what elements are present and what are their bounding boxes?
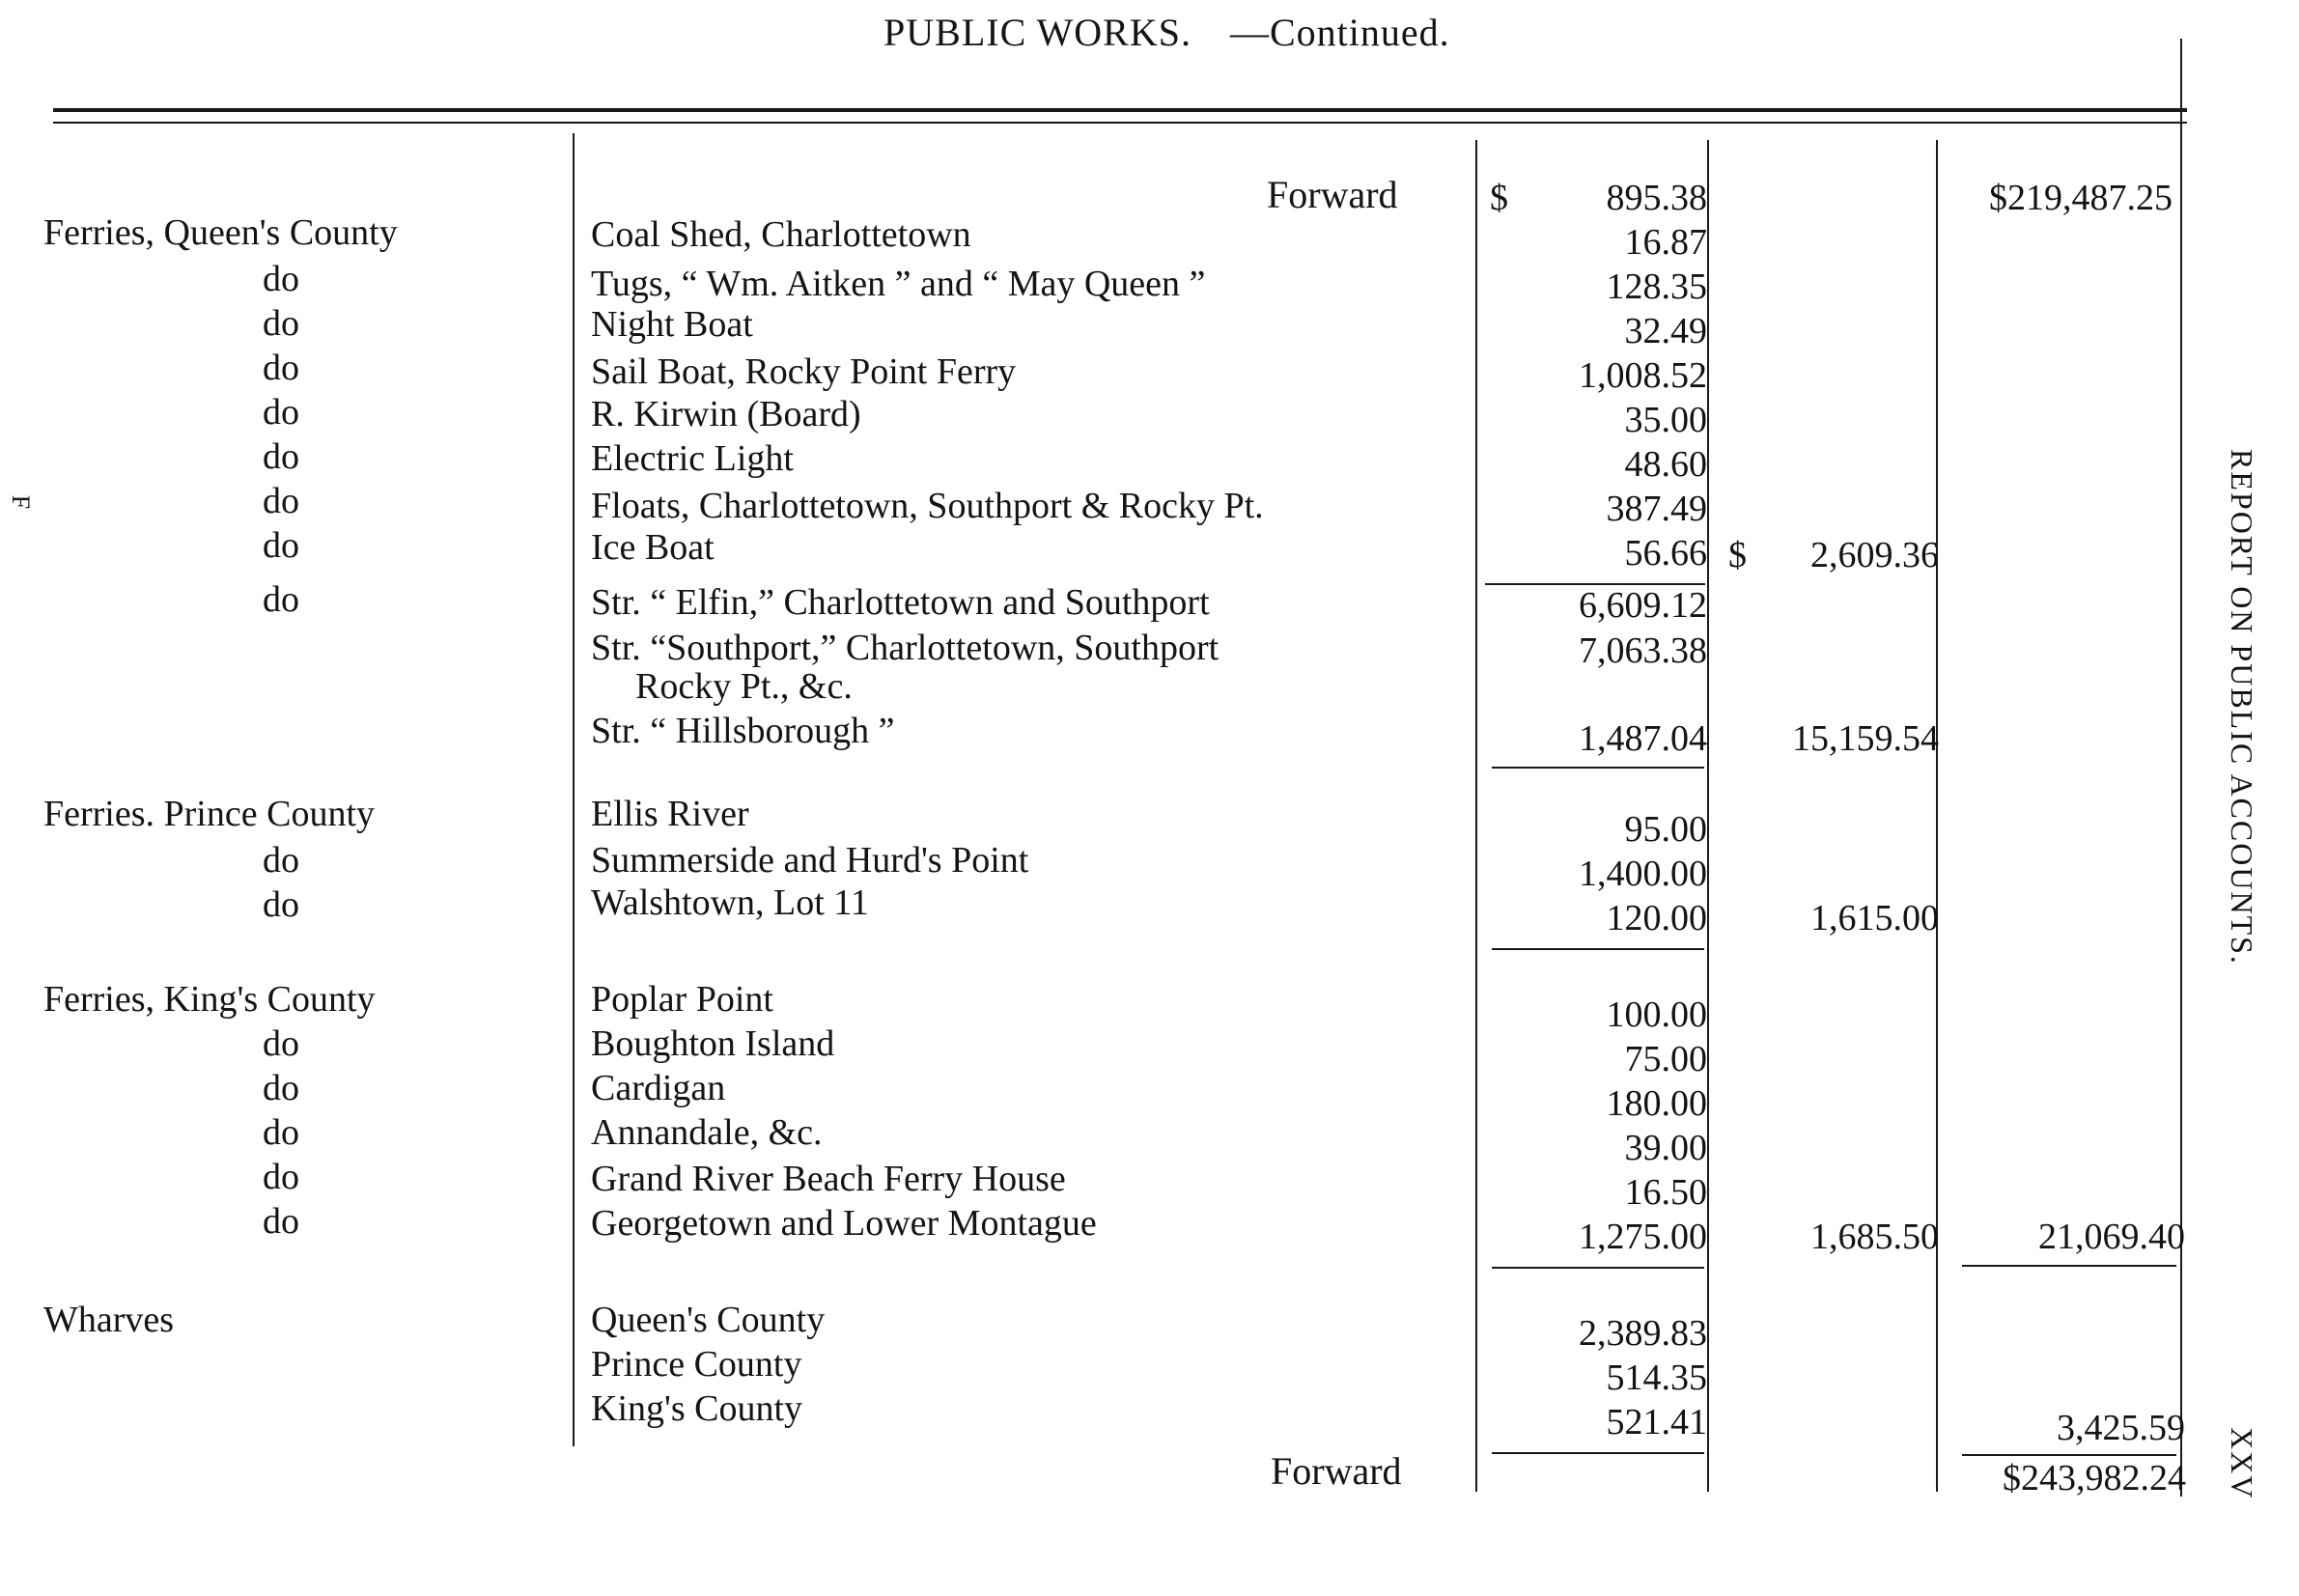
category-wharves: Wharves (43, 1300, 175, 1340)
forward-amount-top: 895.38 (1606, 178, 1707, 218)
ditto-mark: do (263, 1157, 299, 1197)
ditto-mark: do (263, 348, 299, 388)
total-wharves: 3,425.59 (2057, 1408, 2185, 1448)
ditto-mark: do (263, 436, 299, 477)
subtotal-queens-steamers: 15,159.54 (1792, 718, 1939, 759)
item-amount: 120.00 (1606, 898, 1707, 938)
subtotal-prince-ferries: 1,615.00 (1810, 898, 1939, 938)
category-ferries-kings: Ferries, King's County (43, 979, 376, 1020)
item-description: Tugs, “ Wm. Aitken ” and “ May Queen ” (591, 264, 1206, 304)
ditto-mark: do (263, 525, 299, 566)
item-description: Sail Boat, Rocky Point Ferry (591, 351, 1017, 392)
item-description: Str. “ Elfin,” Charlottetown and Southport (591, 582, 1210, 623)
forward-total-bottom: $243,982.24 (2003, 1458, 2186, 1498)
ditto-mark: do (263, 1201, 299, 1242)
item-description: Electric Light (591, 438, 794, 479)
page-number: XXV (2225, 1427, 2259, 1500)
item-description: Queen's County (591, 1300, 826, 1340)
item-description: Prince County (591, 1344, 802, 1385)
category-ferries-prince: Ferries. Prince County (43, 794, 376, 834)
ditto-mark: do (263, 303, 299, 344)
item-description: Georgetown and Lower Montague (591, 1203, 1097, 1244)
title-continued: —Continued. (1229, 11, 1450, 54)
item-amount: 128.35 (1606, 266, 1707, 307)
item-description: Poplar Point (591, 979, 773, 1020)
column-divider-subtotal (1707, 140, 1709, 1492)
sum-rule (1962, 1454, 2176, 1456)
forward-label-bottom: Forward (1271, 1449, 1402, 1493)
item-amount: 16.50 (1624, 1172, 1707, 1213)
ditto-mark: do (263, 1068, 299, 1108)
item-description: R. Kirwin (Board) (591, 394, 861, 434)
item-amount: 39.00 (1624, 1128, 1707, 1168)
item-description-continued: Rocky Pt., &c. (635, 666, 853, 707)
sum-rule (1962, 1265, 2176, 1267)
sum-rule (1492, 1267, 1704, 1269)
item-amount: 2,389.83 (1579, 1313, 1707, 1354)
item-description: King's County (591, 1388, 803, 1429)
ditto-mark: do (263, 392, 299, 433)
column-divider-total (1936, 140, 1938, 1492)
forward-dollar-sign: $ (1490, 178, 1508, 218)
ditto-mark: do (263, 1112, 299, 1153)
ditto-mark: do (263, 1023, 299, 1064)
item-description: Walshtown, Lot 11 (591, 882, 869, 923)
column-divider-amount (1475, 140, 1477, 1492)
item-amount: 180.00 (1606, 1083, 1707, 1124)
page-title (883, 11, 1450, 54)
item-amount: 48.60 (1624, 444, 1707, 485)
item-amount: 32.49 (1624, 311, 1707, 351)
header-rule-top (53, 108, 2187, 112)
item-amount: 1,008.52 (1579, 355, 1707, 396)
subtotal-queens-ferries: 2,609.36 (1810, 535, 1939, 575)
subtotal-dollar-sign: $ (1728, 535, 1747, 575)
margin-mark: F (7, 494, 36, 510)
item-amount: 35.00 (1624, 400, 1707, 440)
ditto-mark: do (263, 840, 299, 881)
item-description: Ellis River (591, 794, 749, 834)
sum-rule (1492, 1452, 1704, 1454)
item-amount: 95.00 (1624, 809, 1707, 850)
item-amount: 7,063.38 (1579, 630, 1707, 671)
forward-label-top: Forward (1267, 173, 1398, 216)
sum-rule (1492, 767, 1704, 769)
ditto-mark: do (263, 481, 299, 521)
item-amount: 16.87 (1624, 222, 1707, 263)
title-main: PUBLIC WORKS. (883, 11, 1192, 54)
header-rule-bottom (53, 122, 2187, 124)
item-description: Grand River Beach Ferry House (591, 1159, 1066, 1199)
ditto-mark: do (263, 579, 299, 620)
item-amount: 56.66 (1624, 533, 1707, 574)
item-description: Coal Shed, Charlottetown (591, 214, 971, 255)
category-ferries-queens: Ferries, Queen's County (43, 212, 398, 253)
item-amount: 1,400.00 (1579, 854, 1707, 894)
total-ferries: 21,069.40 (2038, 1217, 2185, 1257)
item-amount: 387.49 (1606, 489, 1707, 529)
item-amount: 6,609.12 (1579, 585, 1707, 626)
item-description: Summerside and Hurd's Point (591, 840, 1029, 881)
item-amount: 1,275.00 (1579, 1217, 1707, 1257)
running-title: REPORT ON PUBLIC ACCOUNTS. (2225, 449, 2259, 966)
item-amount: 514.35 (1606, 1358, 1707, 1398)
item-amount: 1,487.04 (1579, 718, 1707, 759)
item-description: Boughton Island (591, 1023, 835, 1064)
column-divider-right (2180, 39, 2182, 1497)
ditto-mark: do (263, 884, 299, 925)
sum-rule (1492, 948, 1704, 950)
item-description: Cardigan (591, 1068, 726, 1108)
item-description: Ice Boat (591, 527, 715, 568)
item-description: Str. “ Hillsborough ” (591, 711, 895, 751)
column-divider-description (573, 133, 575, 1446)
item-description: Night Boat (591, 304, 753, 345)
item-amount: 521.41 (1606, 1402, 1707, 1442)
forward-total-top: $219,487.25 (1989, 178, 2173, 218)
subtotal-kings-ferries: 1,685.50 (1810, 1217, 1939, 1257)
ditto-mark: do (263, 259, 299, 299)
item-description: Annandale, &c. (591, 1112, 823, 1153)
item-amount: 75.00 (1624, 1039, 1707, 1079)
item-amount: 100.00 (1606, 994, 1707, 1035)
item-description: Str. “Southport,” Charlottetown, Southport (591, 628, 1220, 668)
item-description: Floats, Charlottetown, Southport & Rocky Pt. (591, 486, 1264, 526)
